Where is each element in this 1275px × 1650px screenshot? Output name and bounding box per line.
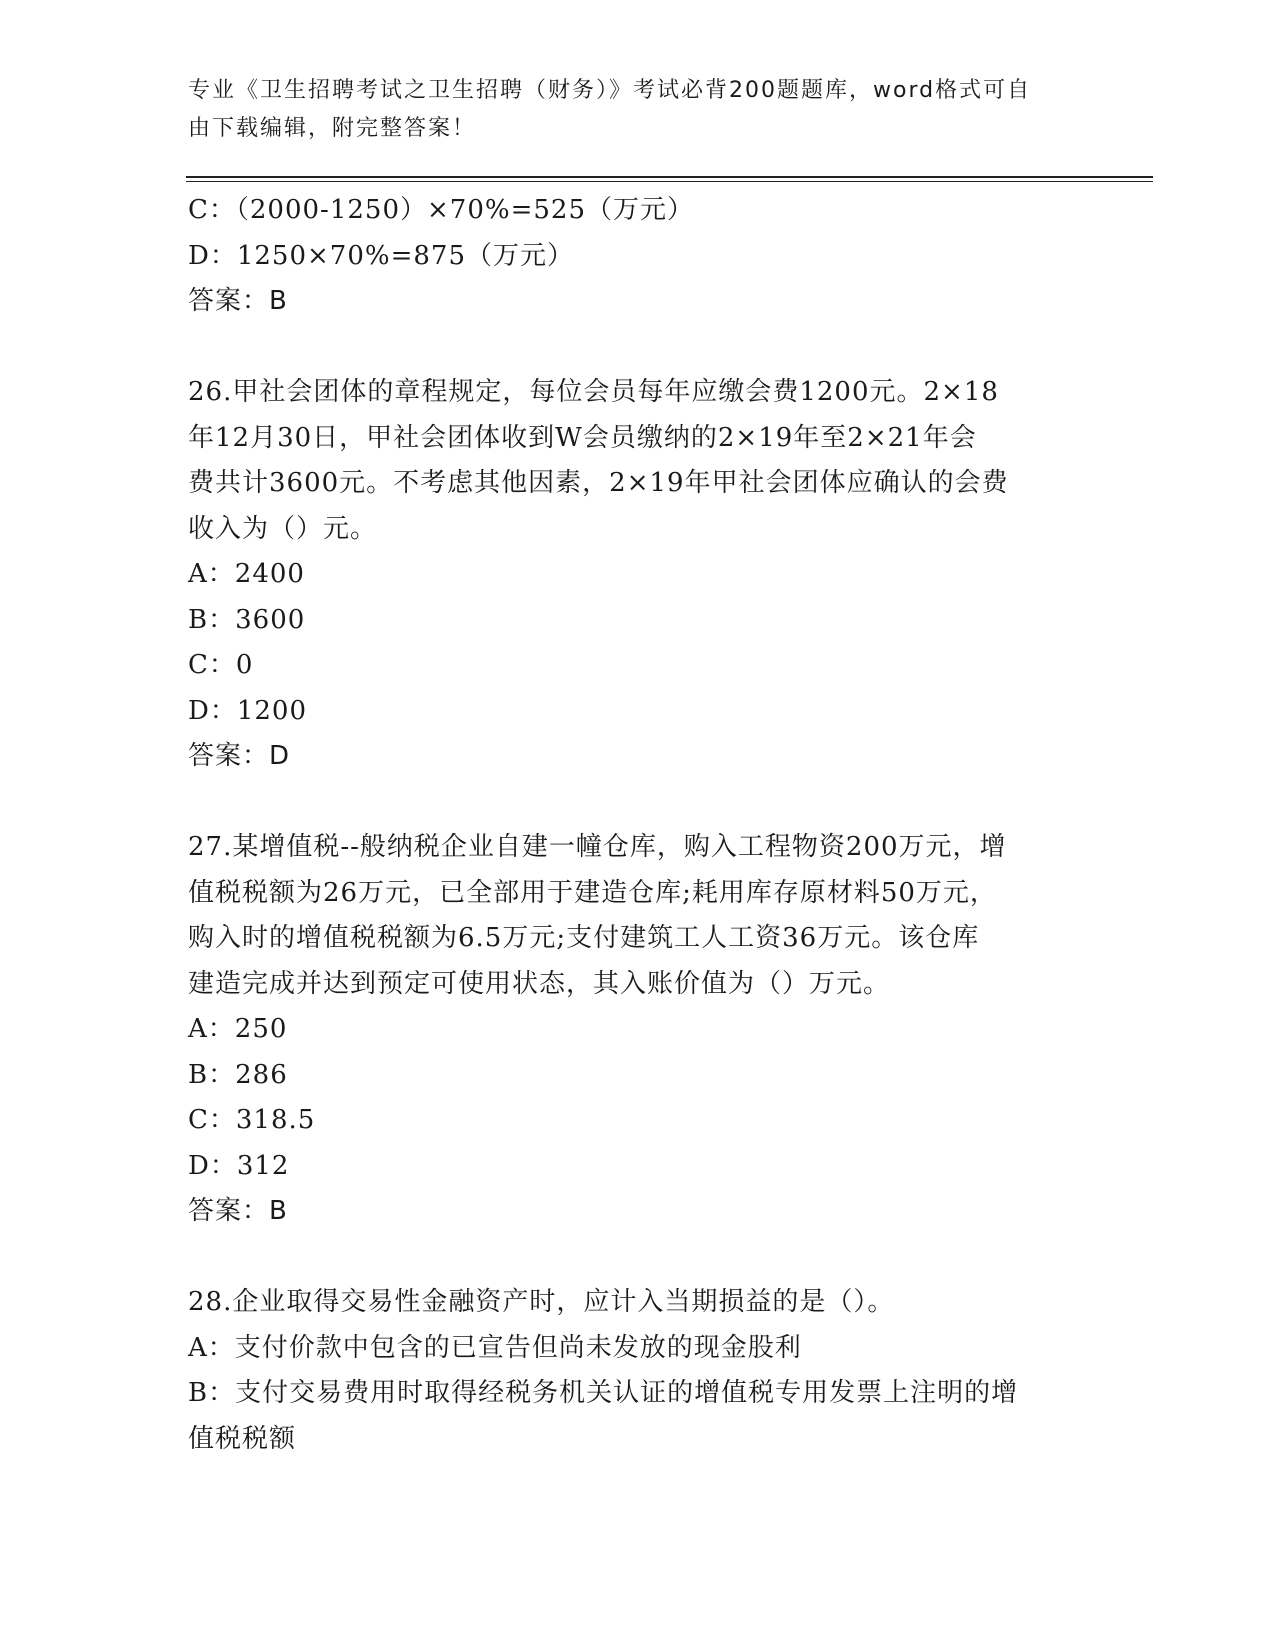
option-c: C：（2000-1250）×70%=525（万元）	[188, 195, 695, 225]
question-text-line: 值税税额为26万元，已全部用于建造仓库;耗用库存原材料50万元，	[188, 877, 997, 908]
header-line-2: 由下载编辑，附完整答案！	[188, 116, 477, 141]
header-line-1: 专业《卫生招聘考试之卫生招聘（财务）》考试必背200题题库，word格式可自	[188, 78, 1032, 103]
question-text-line: 年12月30日，甲社会团体收到W会员缴纳的2×19年至2×21年会	[188, 422, 977, 453]
question-text-line: 费共计3600元。不考虑其他因素，2×19年甲社会团体应确认的会费	[188, 468, 1009, 498]
document-header	[188, 72, 1068, 148]
answer-line: 答案：B	[188, 286, 288, 316]
option-d: D：1200	[188, 695, 308, 726]
question-25-tail	[188, 188, 1088, 325]
question-text-line: 27.某增值税--般纳税企业自建一幢仓库，购入工程物资200万元，增	[188, 832, 1007, 862]
option-b: B：3600	[188, 604, 306, 635]
question-text-line: 建造完成并达到预定可使用状态，其入账价值为（）万元。	[188, 968, 891, 999]
spacer	[188, 325, 1088, 371]
question-text-line: 收入为（）元。	[188, 513, 378, 544]
header-divider-thin	[186, 181, 1153, 182]
header-divider-thick	[186, 176, 1153, 178]
answer-line: 答案：B	[188, 1196, 288, 1226]
option-b: B：286	[188, 1059, 288, 1090]
option-c: C：318.5	[188, 1105, 316, 1135]
option-d: D：1250×70%=875（万元）	[188, 240, 574, 271]
option-a: A：2400	[188, 559, 305, 589]
question-26	[188, 370, 1088, 780]
question-28	[188, 1280, 1088, 1462]
question-text-line: 28.企业取得交易性金融资产时，应计入当期损益的是（）。	[188, 1287, 895, 1317]
question-text-line: 购入时的增值税税额为6.5万元;支付建筑工人工资36万元。该仓库	[188, 923, 980, 953]
spacer	[188, 780, 1088, 826]
option-b-continued: 值税税额	[188, 1423, 297, 1454]
question-text-line: 26.甲社会团体的章程规定，每位会员每年应缴会费1200元。2×18	[188, 377, 999, 407]
option-b: B：支付交易费用时取得经税务机关认证的增值税专用发票上注明的增	[188, 1378, 1019, 1408]
option-a: A：支付价款中包含的已宣告但尚未发放的现金股利	[188, 1332, 802, 1363]
spacer	[188, 1235, 1088, 1281]
answer-line: 答案：D	[188, 741, 291, 771]
option-c: C：0	[188, 650, 254, 680]
option-a: A：250	[188, 1014, 288, 1044]
document-body	[188, 188, 1088, 1462]
option-d: D：312	[188, 1150, 290, 1181]
question-27	[188, 825, 1088, 1235]
